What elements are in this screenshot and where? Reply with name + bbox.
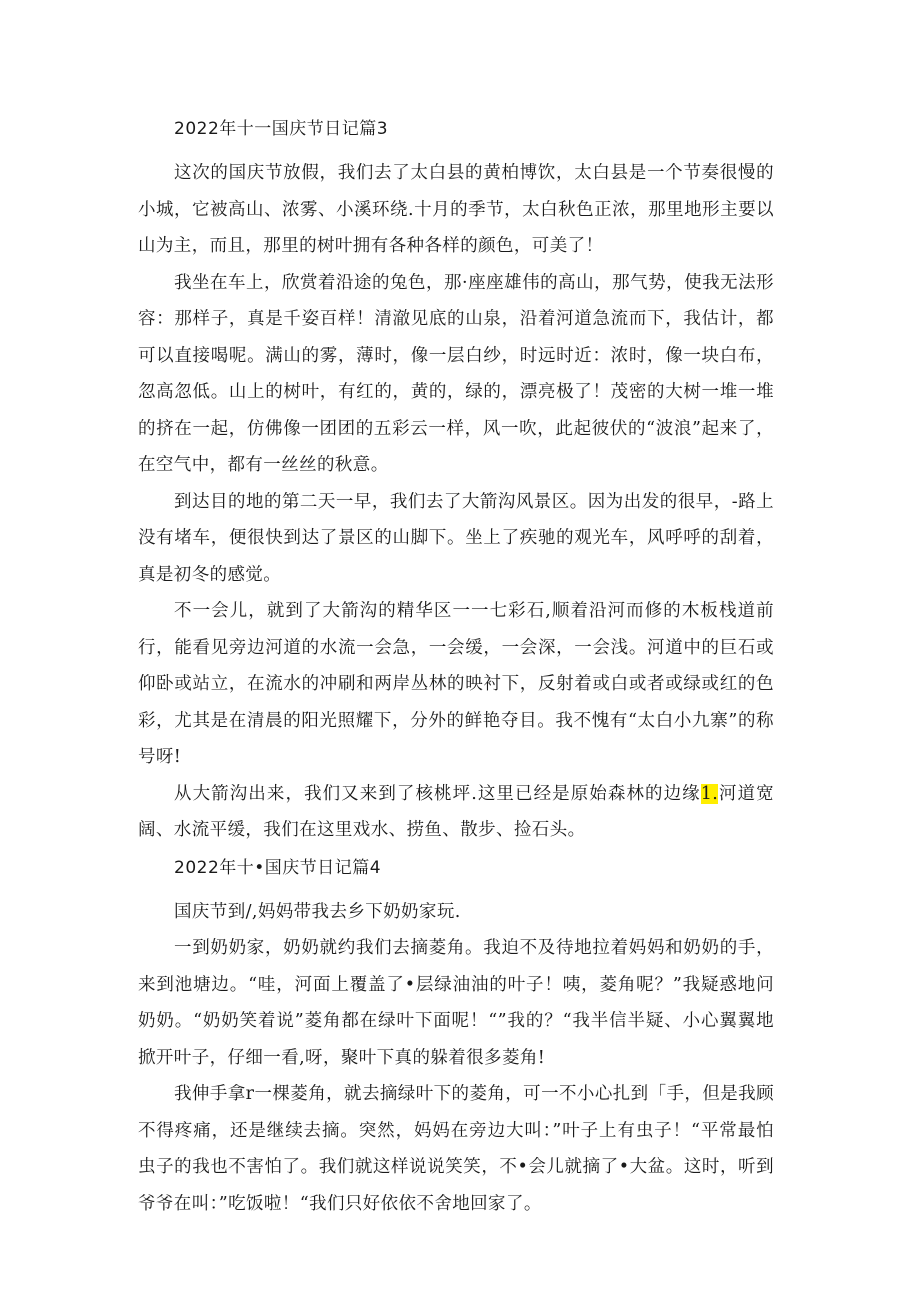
section-4-paragraph-3: 我伸手拿r一棵菱角，就去摘绿叶下的菱角，可一不小心扎到「手，但是我顾不得疼痛，还是继续去摘。突然，妈妈在旁边大叫：”叶子上有虫子！“平常最怕虫子的我也不害怕了。我们就这样说说笑笑，不•会儿就摘了•大盆。这时，听到爷爷在叫：”吃饭啦！“我们只好依依不舍地回家了。 <box>138 1084 774 1214</box>
paragraph-5-text-before: 从大箭沟出来，我们又来到了核桃坪.这里已经是原始森林的边缘 <box>174 783 701 804</box>
section-3-title: 2022年十一国庆节日记篇3 <box>174 119 389 139</box>
paragraph-5-text-after: 河道宽阔、水流平缓，我们在这里戏水、捞鱼、散步、捡石头。 <box>138 783 774 840</box>
section-3-paragraph-3: 到达目的地的第二天一早，我们去了大箭沟风景区。因为出发的很早，-路上没有堵车，便很快到达了景区的山脚下。坐上了疾驰的观光车，风呼呼的刮着，真是初冬的感觉。 <box>138 491 774 585</box>
section-4-paragraph-1: 国庆节到/,妈妈带我去乡下奶奶家玩. <box>174 901 461 922</box>
section-3-paragraph-2: 我坐在车上，欣赏着沿途的兔色，那·座座雄伟的高山，那气势，使我无法形容：那样子，真是千姿百样！清澈见底的山泉，沿着河道急流而下，我估计，都可以直接喝呢。满山的雾，薄时，像一层白纱，时远时近：浓时，像一块白布，忽高忽低。山上的树叶，有红的，黄的，绿的，漂亮极了！茂密的大树一堆一堆的挤在一起，仿佛像一团团的五彩云一样，风一吹，此起彼伏的“波浪”起来了，在空气中，都有一丝丝的秋意。 <box>138 272 774 475</box>
section-4-title: 2022年十•国庆节日记篇4 <box>174 857 382 878</box>
section-3-paragraph-4: 不一会儿，就到了大箭沟的精华区一一七彩石,顺着沿河而修的木板栈道前行，能看见旁边河道的水流一会急，一会缓，一会深，一会浅。河道中的巨石或仰卧或站立，在流水的冲刷和两岸丛林的映衬下，反射着或白或者或绿或红的色彩，尤其是在清晨的阳光照耀下，分外的鲜艳夺目。我不愧有“太白小九寨”的称号呀! <box>138 601 774 767</box>
section-3-paragraph-5 <box>138 776 774 849</box>
highlighted-text: 1. <box>700 783 719 804</box>
document-content <box>138 116 774 1222</box>
section-4-paragraph-2: 一到奶奶家，奶奶就约我们去摘菱角。我迫不及待地拉着妈妈和奶奶的手，来到池塘边。“哇，河面上覆盖了•层绿油油的叶子！咦，菱角呢？”我疑惑地问奶奶。“奶奶笑着说”菱角都在绿叶下面呢！“”我的？“我半信半疑、小心翼翼地掀开叶子，仔细一看,呀，聚叶下真的躲着很多菱角! <box>138 938 774 1068</box>
section-3-paragraph-1: 这次的国庆节放假，我们去了太白县的黄柏博饮，太白县是一个节奏很慢的小城，它被高山、浓雾、小溪环绕.十月的季节，太白秋色正浓，那里地形主要以山为主，而且，那里的树叶拥有各种各样的颜色，可美了！ <box>138 163 774 256</box>
